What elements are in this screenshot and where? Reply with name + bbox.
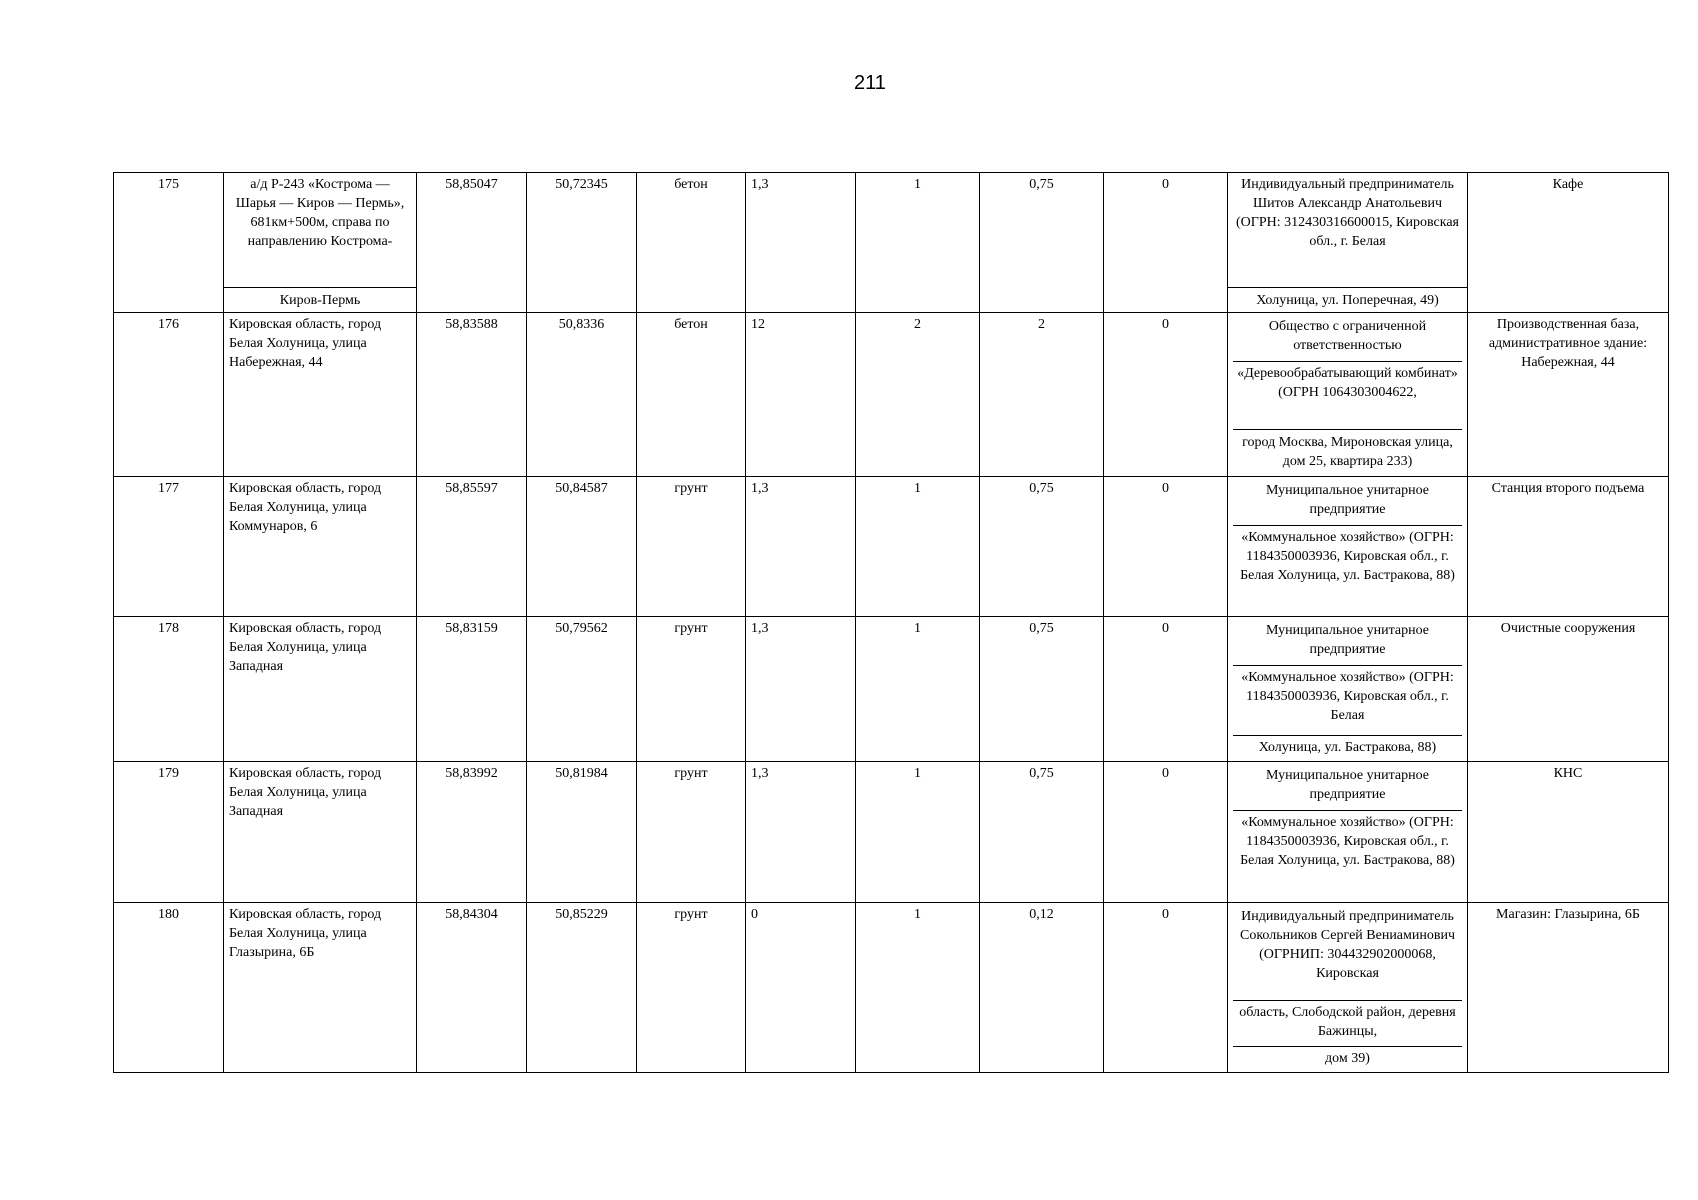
address-text: Кировская область, город Белая Холуница, улица Набережная, 44 (224, 313, 417, 477)
surface-type: грунт (637, 617, 746, 762)
owner-text: Холуница, ул. Бастракова, 88) (1233, 735, 1462, 759)
table-row (114, 173, 1669, 313)
address-text: Кировская область, город Белая Холуница, улица Западная (224, 762, 417, 903)
row-number: 175 (114, 173, 224, 313)
container-count: 1 (856, 477, 980, 617)
container-volume: 0,75 (980, 173, 1104, 313)
owner-text: «Коммунальное хозяйство» (ОГРН: 1184350003936, Кировская обл., г. Белая (1233, 665, 1462, 735)
container-count: 1 (856, 173, 980, 313)
extra-count: 0 (1104, 762, 1228, 903)
waste-sites-table (113, 172, 1669, 1073)
owner-cell (1228, 903, 1468, 1073)
latitude: 58,85597 (417, 477, 527, 617)
surface-type: бетон (637, 313, 746, 477)
area: 12 (746, 313, 856, 477)
owner-text: Муниципальное унитарное предприятие (1265, 483, 1429, 517)
row-number: 180 (114, 903, 224, 1073)
container-volume: 0,12 (980, 903, 1104, 1073)
longitude: 50,81984 (527, 762, 637, 903)
area: 1,3 (746, 762, 856, 903)
owner-text: город Москва, Мироновская улица, дом 25, квартира 233) (1233, 429, 1462, 473)
address-text: Кировская область, город Белая Холуница, улица Глазырина, 6Б (224, 903, 417, 1073)
area: 1,3 (746, 477, 856, 617)
owner-text: Индивидуальный предприниматель Шитов Александр Анатольевич (ОГРН: 312430316600015, Кировская обл., г. Белая (1236, 177, 1459, 249)
latitude: 58,85047 (417, 173, 527, 313)
extra-count: 0 (1104, 617, 1228, 762)
surface-type: грунт (637, 477, 746, 617)
address-cell (224, 173, 417, 313)
waste-source: Очистные сооружения (1468, 617, 1669, 762)
row-number: 177 (114, 477, 224, 617)
owner-text: дом 39) (1233, 1046, 1462, 1070)
table-row (114, 903, 1669, 1073)
container-count: 1 (856, 617, 980, 762)
owner-text: область, Слободской район, деревня Бажинцы, (1233, 1000, 1462, 1046)
longitude: 50,85229 (527, 903, 637, 1073)
container-count: 2 (856, 313, 980, 477)
longitude: 50,79562 (527, 617, 637, 762)
owner-text: «Деревообрабатывающий комбинат» (ОГРН 1064303004622, (1233, 361, 1462, 429)
owner-text: Муниципальное унитарное предприятие (1265, 768, 1429, 802)
latitude: 58,83588 (417, 313, 527, 477)
latitude: 58,83159 (417, 617, 527, 762)
area: 0 (746, 903, 856, 1073)
row-number: 179 (114, 762, 224, 903)
extra-count: 0 (1104, 477, 1228, 617)
owner-text: Холуница, ул. Поперечная, 49) (1228, 287, 1467, 312)
surface-type: грунт (637, 762, 746, 903)
area: 1,3 (746, 173, 856, 313)
extra-count: 0 (1104, 313, 1228, 477)
owner-cell (1228, 313, 1468, 477)
address-text: Кировская область, город Белая Холуница, улица Западная (224, 617, 417, 762)
table-row (114, 617, 1669, 762)
container-volume: 0,75 (980, 762, 1104, 903)
area: 1,3 (746, 617, 856, 762)
extra-count: 0 (1104, 903, 1228, 1073)
surface-type: бетон (637, 173, 746, 313)
waste-source: КНС (1468, 762, 1669, 903)
container-volume: 0,75 (980, 617, 1104, 762)
container-volume: 0,75 (980, 477, 1104, 617)
table-row (114, 477, 1669, 617)
latitude: 58,83992 (417, 762, 527, 903)
owner-cell (1228, 617, 1468, 762)
owner-text: «Коммунальное хозяйство» (ОГРН: 1184350003936, Кировская обл., г. Белая Холуница, ул. Бастракова, 88) (1233, 525, 1462, 587)
owner-cell (1228, 477, 1468, 617)
row-number: 176 (114, 313, 224, 477)
longitude: 50,72345 (527, 173, 637, 313)
container-count: 1 (856, 903, 980, 1073)
extra-count: 0 (1104, 173, 1228, 313)
table-row (114, 762, 1669, 903)
latitude: 58,84304 (417, 903, 527, 1073)
address-text: Киров-Пермь (224, 287, 416, 312)
page-number: 211 (854, 72, 886, 94)
waste-source: Кафе (1468, 173, 1669, 313)
longitude: 50,84587 (527, 477, 637, 617)
waste-source: Магазин: Глазырина, 6Б (1468, 903, 1669, 1073)
owner-text: Общество с ограниченной ответственностью (1268, 319, 1427, 353)
table-row (114, 313, 1669, 477)
owner-text: Индивидуальный предприниматель Сокольников Сергей Вениаминович (ОГРНИП: 304432902000068, Кировская (1239, 909, 1456, 981)
container-count: 1 (856, 762, 980, 903)
owner-text: Муниципальное унитарное предприятие (1265, 623, 1429, 657)
owner-cell (1228, 173, 1468, 313)
surface-type: грунт (637, 903, 746, 1073)
container-volume: 2 (980, 313, 1104, 477)
address-text: а/д Р-243 «Кострома — Шарья — Киров — Пермь», 681км+500м, справа по направлению Кострома- (235, 177, 405, 249)
longitude: 50,8336 (527, 313, 637, 477)
waste-source: Производственная база, административное здание: Набережная, 44 (1468, 313, 1669, 477)
owner-text: «Коммунальное хозяйство» (ОГРН: 1184350003936, Кировская обл., г. Белая Холуница, ул. Бастракова, 88) (1233, 810, 1462, 872)
waste-source: Станция второго подъема (1468, 477, 1669, 617)
owner-cell (1228, 762, 1468, 903)
address-text: Кировская область, город Белая Холуница, улица Коммунаров, 6 (224, 477, 417, 617)
row-number: 178 (114, 617, 224, 762)
